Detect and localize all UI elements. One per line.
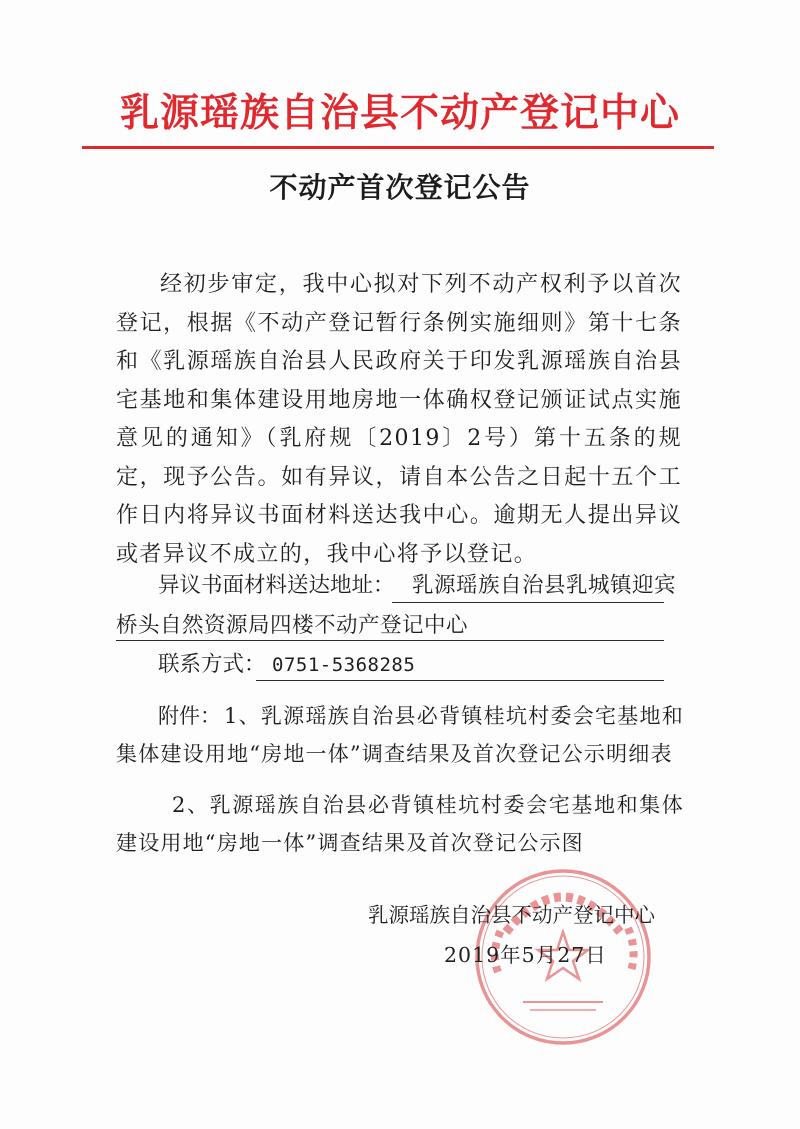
address-underline-1 xyxy=(392,602,664,603)
signature-date: 2019年5月27日 xyxy=(444,943,607,967)
signature-organization: 乳源瑶族自治县不动产登记中心 xyxy=(368,903,655,927)
notice-body-paragraph: 经初步审定，我中心拟对下列不动产权利予以首次登记，根据《不动产登记暂行条例实施细则》第十七条和《乳源瑶族自治县人民政府关于印发乳源瑶族自治县宅基地和集体建设用地房地一体确权登记颁证试点实施意见的通知》（乳府规〔2019〕2号）第十五条的规定，现予公告。如有异议，请自本公告之日起十五个工作日内将异议书面材料送达我中心。逾期无人提出异议或者异议不成立的，我中心将予以登记。 xyxy=(116,272,682,567)
address-underline-2 xyxy=(116,640,664,641)
address-value-line2: 桥头自然资源局四楼不动产登记中心 xyxy=(116,613,469,638)
issuing-organization-header: 乳源瑶族自治县不动产登记中心 xyxy=(119,90,680,136)
attachment-item-1: 1、乳源瑶族自治县必背镇桂坑村委会宅基地和集体建设用地“房地一体”调查结果及首次登记公示明细表 xyxy=(116,704,684,766)
notice-title: 不动产首次登记公告 xyxy=(269,171,531,204)
contact-underline xyxy=(256,680,664,681)
contact-value: 0751-5368285 xyxy=(272,654,416,676)
address-value-line1: 乳源瑶族自治县乳城镇迎宾 xyxy=(412,573,677,598)
attachment-item-2: 2、乳源瑶族自治县必背镇桂坑村委会宅基地和集体建设用地“房地一体”调查结果及首次登记公示图 xyxy=(116,793,684,855)
attachments-label: 附件： xyxy=(158,704,221,728)
red-header-rule xyxy=(82,146,714,149)
contact-label: 联系方式： xyxy=(158,652,266,677)
address-label: 异议书面材料送达地址： xyxy=(158,573,395,598)
